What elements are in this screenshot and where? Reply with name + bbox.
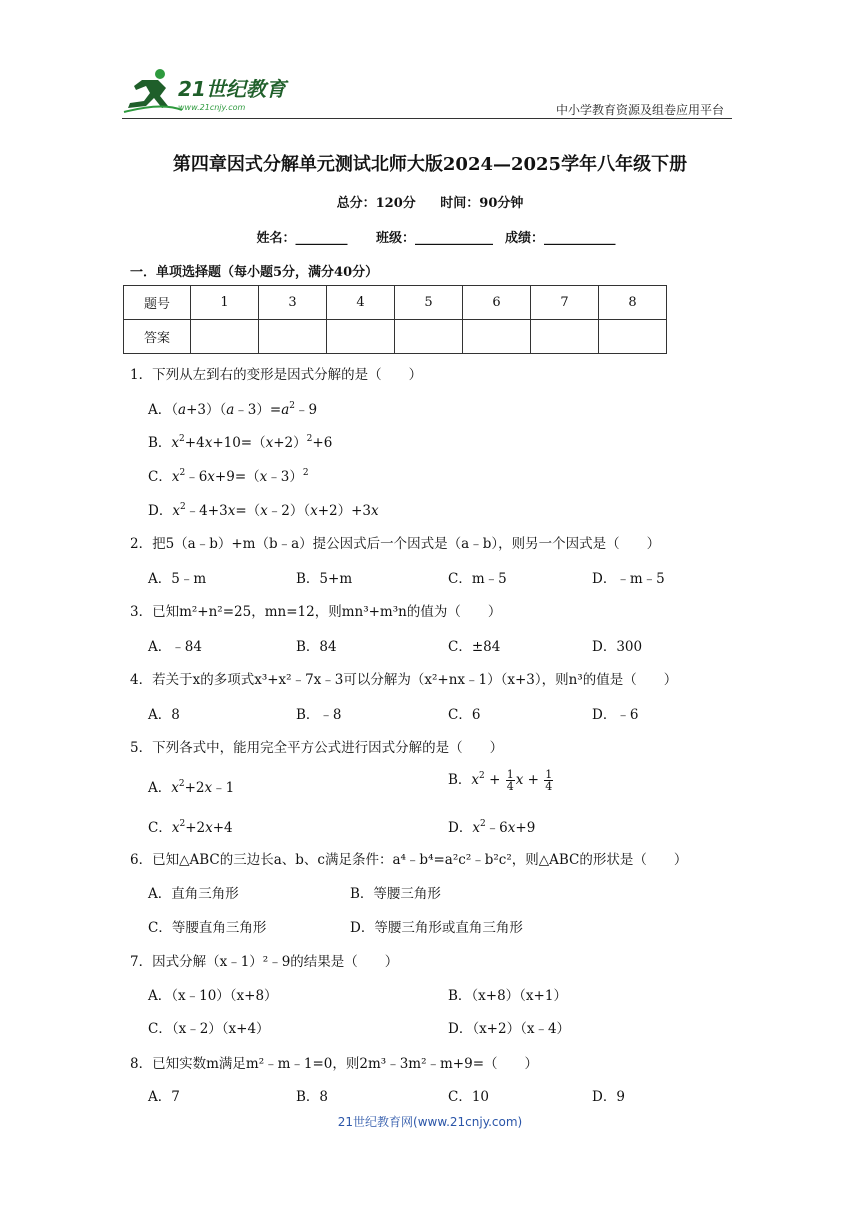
page-title: 第四章因式分解单元测试北师大版2024—2025学年八年级下册 [172, 154, 688, 175]
q3-option-a: A．﹣84 [148, 639, 202, 655]
q2-option-d: D．﹣m﹣5 [592, 571, 665, 587]
exam-meta [0, 192, 860, 211]
q4-option-c: C．6 [448, 707, 481, 723]
q8-option-d: D．9 [592, 1089, 625, 1105]
answer-label: 答案 [124, 320, 191, 354]
q7-option-a: A．（x﹣10）（x+8） [148, 988, 278, 1004]
question-1-stem: 1．下列从左到右的变形是因式分解的是（ ） [130, 367, 423, 383]
q6-option-b: B．等腰三角形 [350, 886, 441, 902]
q2-option-c: C．m﹣5 [448, 571, 507, 587]
answer-cell[interactable] [191, 320, 259, 354]
answer-cell[interactable] [395, 320, 463, 354]
exam-time: 时间：90分钟 [440, 196, 524, 211]
q3-option-c: C．±84 [448, 639, 501, 655]
name-field: 姓名：________ [256, 231, 348, 246]
footer-link[interactable]: 21世纪教育网(www.21cnjy.com) [337, 1115, 523, 1129]
q1-option-d: D．$x^2﹣4+3x=(x﹣2)(x+2)+3x$ [148, 502, 379, 519]
answer-table-answer-row [124, 320, 667, 354]
question-number-cell: 3 [259, 286, 327, 320]
site-logo [122, 66, 292, 116]
q1-option-c: C．$x^2﹣6x+9=(x﹣3)^2$ [148, 468, 309, 485]
question-number-cell: 4 [327, 286, 395, 320]
grade-field: 成绩：___________ [505, 231, 616, 246]
q2-option-b: B．5+m [296, 571, 353, 587]
platform-name: 中小学教育资源及组卷应用平台 [555, 103, 724, 117]
student-info [0, 227, 860, 246]
q4-option-a: A．8 [148, 707, 180, 723]
answer-cell[interactable] [531, 320, 599, 354]
answer-cell[interactable] [327, 320, 395, 354]
q3-option-d: D．300 [592, 639, 643, 655]
answer-cell[interactable] [599, 320, 667, 354]
question-number-cell: 5 [395, 286, 463, 320]
section-heading: 一．单项选择题（每小题5分，满分40分） [130, 265, 379, 280]
q6-option-a: A．直角三角形 [148, 886, 239, 902]
q7-option-b: B．（x+8）（x+1） [448, 988, 567, 1004]
header-rule [122, 118, 732, 119]
question-number-cell: 8 [599, 286, 667, 320]
q5-option-b: B．$x^2$ + $\frac{1}{4}$ x + $\frac{1}{4}$ [448, 768, 553, 793]
q6-option-c: C．等腰直角三角形 [148, 920, 267, 936]
runner-logo-icon [124, 69, 182, 112]
question-5-stem: 5．下列各式中，能用完全平方公式进行因式分解的是（ ） [130, 740, 504, 756]
question-number-cell: 1 [191, 286, 259, 320]
answer-table [123, 285, 667, 354]
q1-option-b: B．$x^2+4x+10=(x+2)^2+6$ [148, 434, 333, 451]
q2-option-a: A．5﹣m [148, 571, 207, 587]
q5-option-a: A．$x^2+2x﹣1$ [148, 779, 235, 796]
class-field: 班级：____________ [376, 231, 494, 246]
question-number-label: 题号 [124, 286, 191, 320]
q4-option-b: B．﹣8 [296, 707, 342, 723]
question-6-stem: 6．已知△ABC的三边长a、b、c满足条件：a⁴﹣b⁴=a²c²﹣b²c²，则△ABC的形状是（ ） [130, 852, 688, 868]
question-number-cell: 7 [531, 286, 599, 320]
q8-option-c: C．10 [448, 1089, 490, 1105]
q4-option-d: D．﹣6 [592, 707, 639, 723]
answer-table-header-row [124, 286, 667, 320]
total-score: 总分：120分 [336, 196, 416, 211]
question-3-stem: 3．已知m²+n²=25，mn=12，则mn³+m³n的值为（ ） [130, 604, 502, 620]
answer-cell[interactable] [259, 320, 327, 354]
answer-cell[interactable] [463, 320, 531, 354]
question-4-stem: 4．若关于x的多项式x³+x²﹣7x﹣3可以分解为（x²+nx﹣1）（x+3），则n³的值是（ ） [130, 672, 678, 688]
question-2-stem: 2．把5（a﹣b）+m（b﹣a）提公因式后一个因式是（a﹣b），则另一个因式是（ ） [130, 536, 661, 552]
question-8-stem: 8．已知实数m满足m²﹣m﹣1=0，则2m³﹣3m²﹣m+9=（ ） [130, 1056, 539, 1072]
q3-option-b: B．84 [296, 639, 337, 655]
q7-option-c: C．（x﹣2）（x+4） [148, 1021, 270, 1037]
q1-option-a: A．$(a+3)(a﹣3)=a^2﹣9$ [148, 401, 318, 418]
q5-option-d: D．$x^2﹣6x+9$ [448, 819, 536, 836]
logo-url: www.21cnjy.com [178, 103, 246, 112]
q6-option-d: D．等腰三角形或直角三角形 [350, 920, 523, 936]
q8-option-b: B．8 [296, 1089, 329, 1105]
q5-option-c: C．$x^2+2x+4$ [148, 819, 233, 836]
question-number-cell: 6 [463, 286, 531, 320]
logo-text: 21世纪教育 [178, 77, 286, 101]
question-7-stem: 7．因式分解（x﹣1）²﹣9的结果是（ ） [130, 954, 399, 970]
q7-option-d: D．（x+2）（x﹣4） [448, 1021, 571, 1037]
q8-option-a: A．7 [148, 1089, 180, 1105]
